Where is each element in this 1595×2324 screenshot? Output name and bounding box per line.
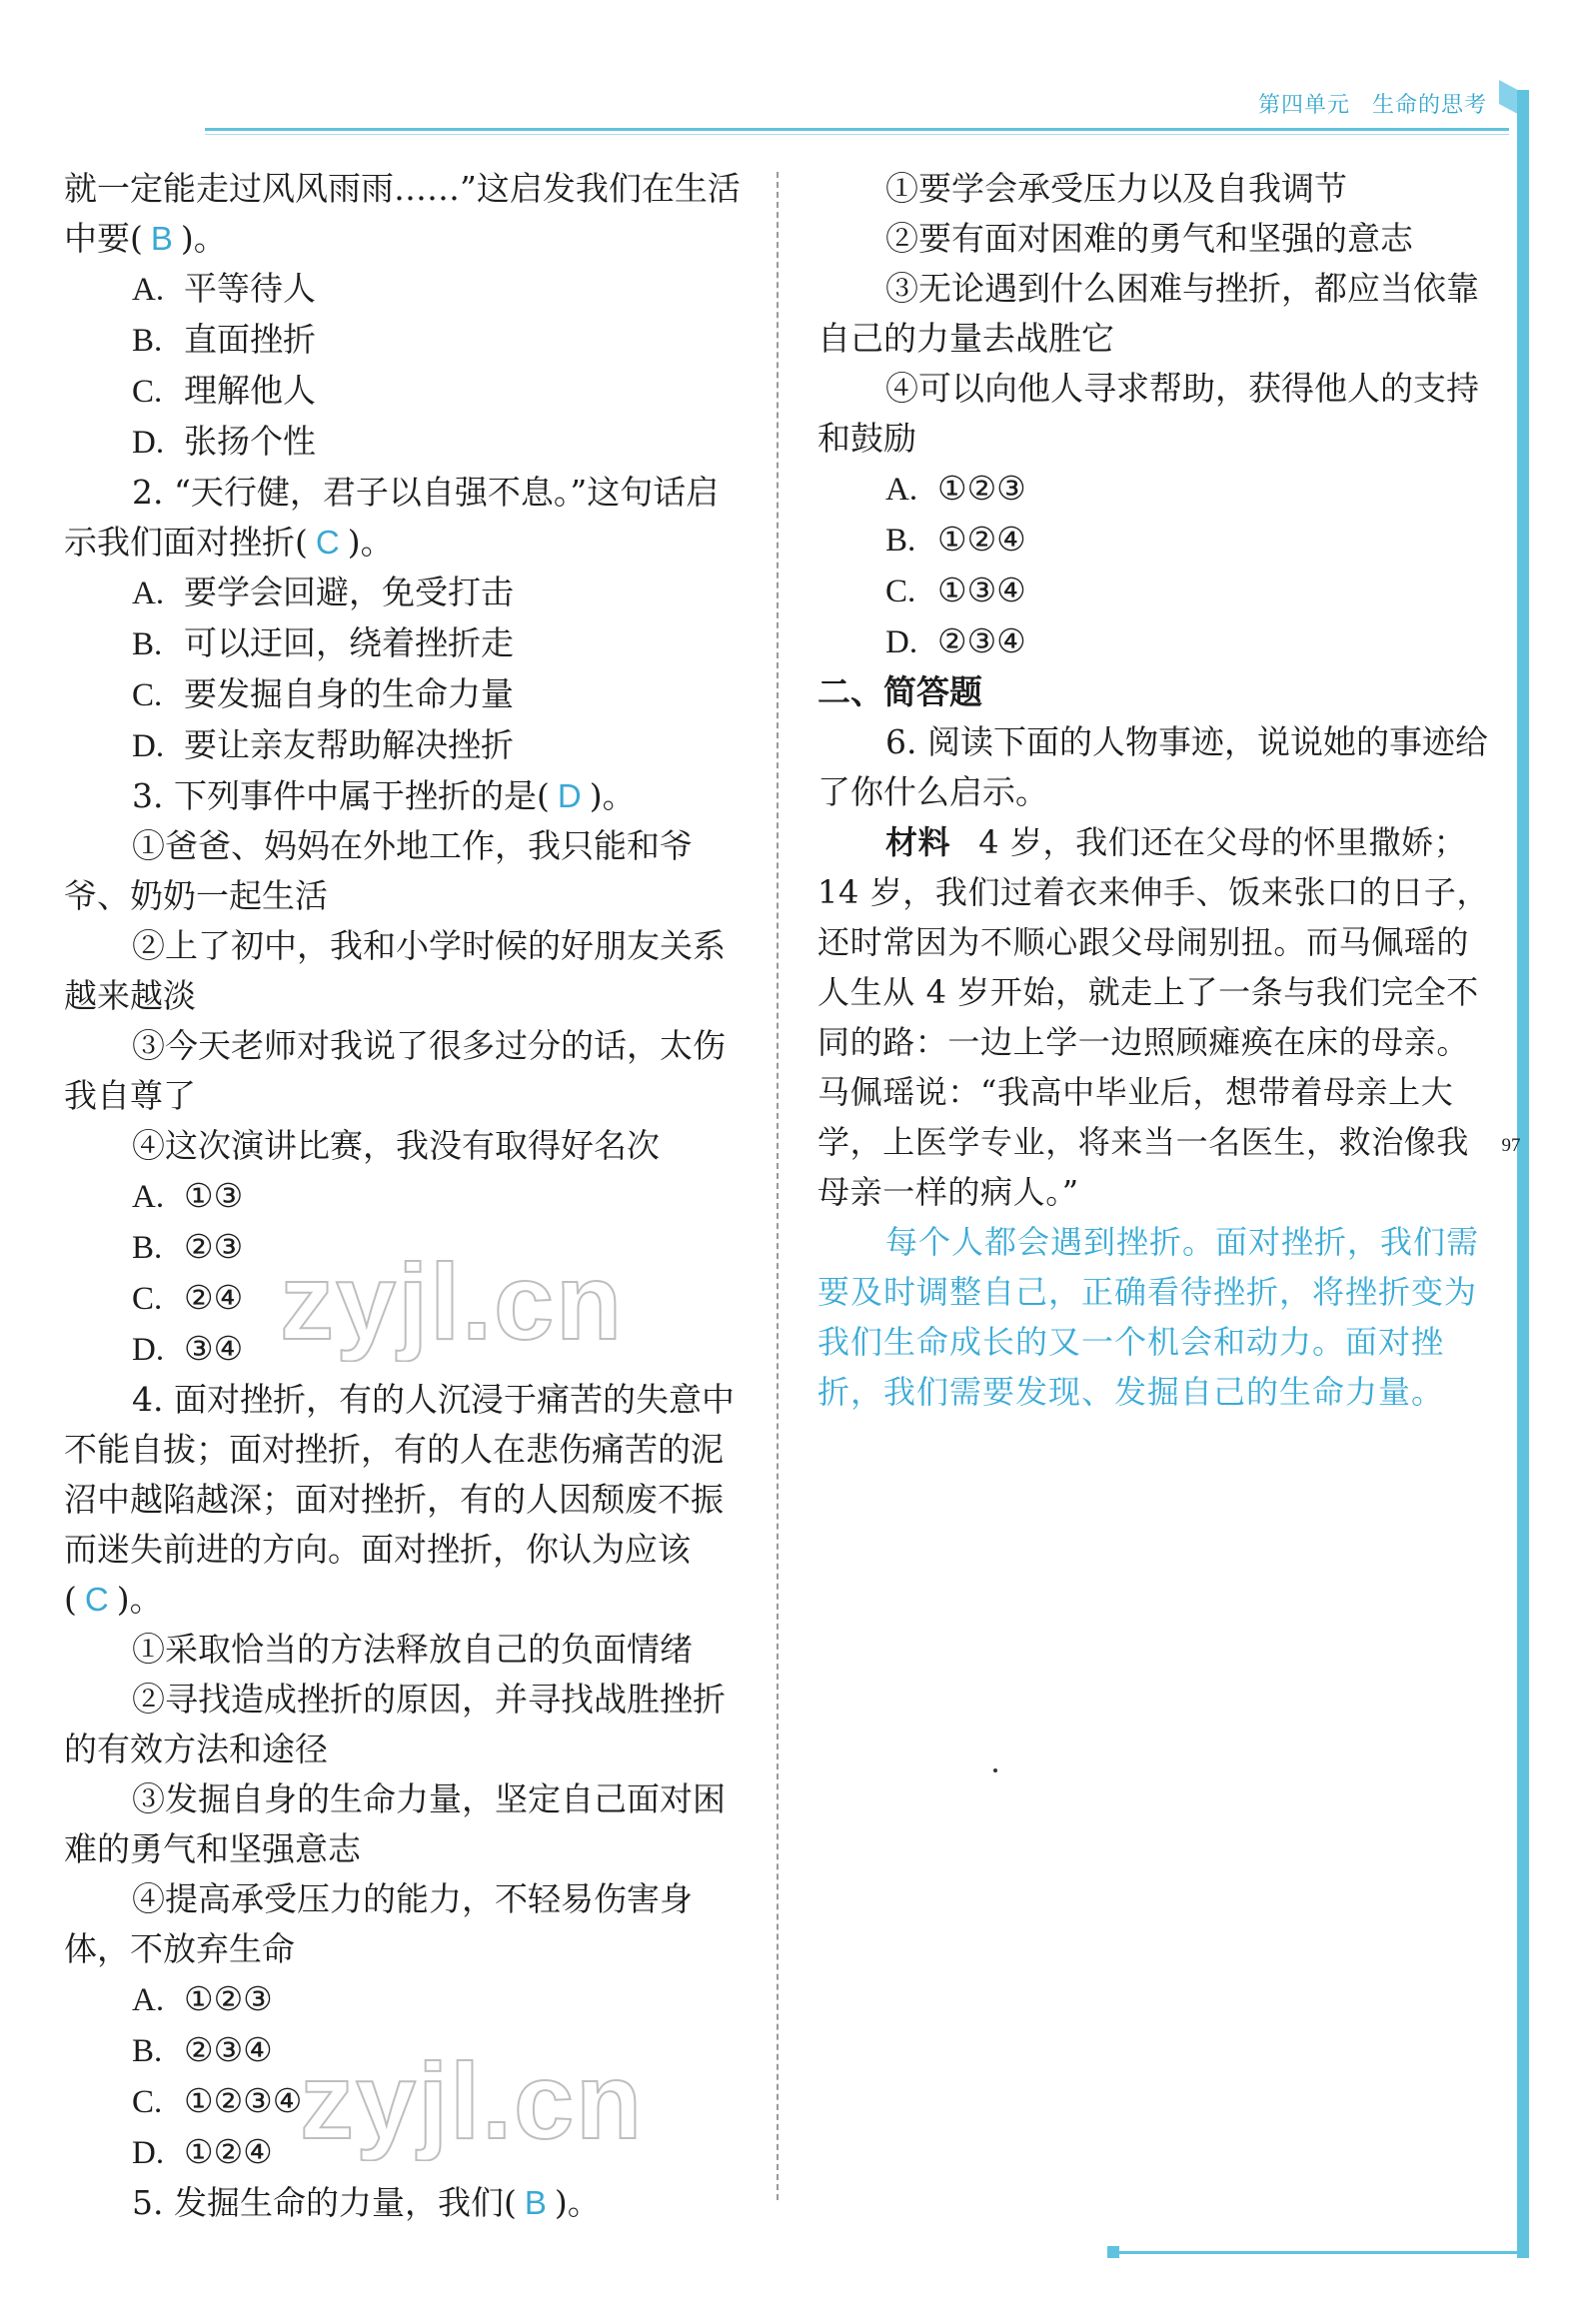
option-text: ②③ xyxy=(184,1227,244,1266)
q1-answer: B xyxy=(150,220,173,257)
option-item xyxy=(64,720,742,771)
left-column xyxy=(64,164,742,2228)
option-text: ①③④ xyxy=(937,571,1026,609)
option-text: ①②③④ xyxy=(184,2081,303,2120)
statement-item: ①采取恰当的方法释放自己的负面情绪 xyxy=(132,1630,693,1669)
option-text: ①②③ xyxy=(184,1979,273,2018)
q6-stem: 6. 阅读下面的人物事迹，说说她的事迹给了你什么启示。 xyxy=(817,722,1488,811)
q3-stem: 3. 下列事件中属于挫折的是( D )。 xyxy=(132,776,636,815)
watermark: zyjl.cn xyxy=(300,2040,645,2161)
option-letter: A. xyxy=(885,472,918,508)
option-letter: D. xyxy=(132,425,165,461)
option-text: 平等待人 xyxy=(184,269,316,308)
material-block xyxy=(817,817,1493,1217)
option-text: ②③④ xyxy=(184,2030,273,2069)
option-letter: D. xyxy=(132,728,165,764)
option-letter: B. xyxy=(132,323,163,359)
statement-item: ②要有面对困难的勇气和坚强的意志 xyxy=(885,219,1413,258)
header-rule xyxy=(205,128,1509,131)
q5-options xyxy=(817,464,1493,667)
option-item xyxy=(64,669,742,720)
option-letter: A. xyxy=(132,1179,165,1215)
option-item xyxy=(64,1171,742,1222)
option-text: ①②③ xyxy=(937,469,1026,508)
option-letter: B. xyxy=(885,523,916,559)
option-letter: C. xyxy=(132,1281,163,1317)
option-item xyxy=(64,618,742,669)
statement-item: ③无论遇到什么困难与挫折，都应当依靠自己的力量去战胜它 xyxy=(817,269,1479,358)
option-letter: A. xyxy=(132,1982,165,2018)
option-text: 理解他人 xyxy=(184,371,316,410)
option-item xyxy=(817,616,1493,667)
option-item xyxy=(64,1974,742,2025)
option-text: 要让亲友帮助解决挫折 xyxy=(184,725,514,764)
q2-stem: 2. “天行健，君子以自强不息。”这句话启示我们面对挫折( C )。 xyxy=(64,473,720,562)
option-letter: D. xyxy=(132,1332,165,1368)
option-item xyxy=(817,566,1493,616)
q1-options xyxy=(64,264,742,468)
statement-item: ③发掘自身的生命力量，坚定自己面对困难的勇气和坚强意志 xyxy=(64,1779,726,1868)
option-letter: C. xyxy=(132,2084,163,2120)
q5-stem: 5. 发掘生命的力量，我们( B )。 xyxy=(132,2183,601,2222)
option-letter: D. xyxy=(885,624,918,660)
unit-label: 第四单元 xyxy=(1257,93,1350,118)
option-text: ①②④ xyxy=(937,520,1026,559)
q1-stem: 就一定能走过风风雨雨……”这启发我们在生活中要( B )。 xyxy=(64,169,741,258)
q3-statements xyxy=(64,821,742,1171)
option-text: 直面挫折 xyxy=(184,320,316,359)
option-letter: C. xyxy=(885,574,916,609)
q4-stem: 4. 面对挫折，有的人沉浸于痛苦的失意中不能自拔；面对挫折，有的人在悲伤痛苦的泥沼中越陷越深；面对挫折，有的人因颓废不振而迷失前进的方向。面对挫折，你认为应该( C )。 xyxy=(64,1380,735,1619)
option-letter: B. xyxy=(132,626,163,662)
header-rule-thin xyxy=(205,134,1509,135)
option-letter: A. xyxy=(132,272,165,308)
unit-header xyxy=(1236,88,1487,119)
option-text: ①③ xyxy=(184,1176,244,1215)
q4-answer: C xyxy=(84,1581,109,1618)
option-text: 张扬个性 xyxy=(184,422,316,461)
statement-item: ①要学会承受压力以及自我调节 xyxy=(885,169,1347,208)
option-item xyxy=(817,464,1493,515)
q4-statements xyxy=(64,1625,742,1974)
q3-answer: D xyxy=(557,777,582,814)
option-text: ②④ xyxy=(184,1278,244,1317)
column-divider xyxy=(777,172,779,2200)
option-letter: B. xyxy=(132,1230,163,1266)
section-title: 二、简答题 xyxy=(817,672,982,711)
option-letter: B. xyxy=(132,2033,163,2069)
q2-answer: C xyxy=(315,524,340,561)
q5-answer: B xyxy=(524,2184,547,2221)
option-text: 可以迂回，绕着挫折走 xyxy=(184,623,514,662)
option-letter: A. xyxy=(132,576,165,611)
option-item xyxy=(64,264,742,315)
option-item xyxy=(64,568,742,618)
option-item xyxy=(817,515,1493,566)
statement-item: ④提高承受压力的能力，不轻易伤害身体，不放弃生命 xyxy=(64,1879,693,1968)
statement-item: ④可以向他人寻求帮助，获得他人的支持和鼓励 xyxy=(817,369,1479,458)
option-item xyxy=(64,315,742,366)
right-column xyxy=(817,164,1493,1417)
material-text: 4 岁，我们还在父母的怀里撒娇；14 岁，我们过着衣来伸手、饭来张口的日子，还时常因为不顺心跟父母闹别扭。而马佩瑶的人生从 4 岁开始，就走上了一条与我们完全不同的路：一边上学一边照顾瘫痪在床的母亲。马佩瑶说：“我高中毕业后，想带着母亲上大学，上医学专业，将来当一名医生，救治像我母亲一样的病人。” xyxy=(817,823,1490,1211)
statement-item: ④这次演讲比赛，我没有取得好名次 xyxy=(132,1126,660,1165)
option-letter: C. xyxy=(132,374,163,410)
footer-square xyxy=(1107,2246,1119,2258)
stray-dot xyxy=(993,1768,997,1772)
statement-item: ②寻找造成挫折的原因，并寻找战胜挫折的有效方法和途径 xyxy=(64,1680,726,1768)
option-letter: D. xyxy=(132,2135,165,2171)
material-label: 材料 xyxy=(885,823,951,861)
option-item xyxy=(64,417,742,468)
q6-answer-text: 每个人都会遇到挫折。面对挫折，我们需要及时调整自己，正确看待挫折，将挫折变为我们生命成长的又一个机会和动力。面对挫折，我们需要发现、发掘自己的生命力量。 xyxy=(817,1223,1480,1411)
option-text: ②③④ xyxy=(937,621,1026,660)
option-text: ①②④ xyxy=(184,2132,273,2171)
page-number: 97 xyxy=(1501,1135,1521,1156)
unit-title: 生命的思考 xyxy=(1371,93,1487,118)
footer-rule xyxy=(1119,2251,1529,2254)
option-letter: C. xyxy=(132,677,163,713)
right-margin-bar xyxy=(1517,90,1529,2258)
q5-statements xyxy=(817,164,1493,464)
option-text: ③④ xyxy=(184,1329,244,1368)
option-text: 要学会回避，免受打击 xyxy=(184,573,514,611)
statement-item: ②上了初中，我和小学时候的好朋友关系越来越淡 xyxy=(64,926,726,1015)
q2-options xyxy=(64,568,742,771)
watermark: zyjl.cn xyxy=(280,1241,625,1362)
statement-item: ①爸爸、妈妈在外地工作，我只能和爷爷、奶奶一起生活 xyxy=(64,826,693,915)
option-text: 要发掘自身的生命力量 xyxy=(184,674,514,713)
statement-item: ③今天老师对我说了很多过分的话，太伤我自尊了 xyxy=(64,1026,726,1115)
option-item xyxy=(64,366,742,417)
